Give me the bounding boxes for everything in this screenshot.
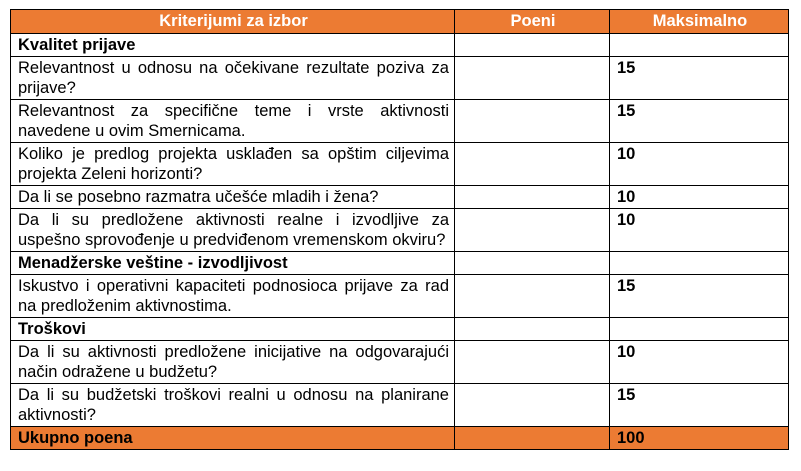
header-maximum: Maksimalno — [610, 10, 789, 34]
table-row — [11, 384, 789, 427]
points-cell — [455, 252, 610, 275]
section-row — [11, 318, 789, 341]
criterion-text: Iskustvo i operativni kapaciteti podnosioca prijave za rad na predloženim aktivnostima. — [11, 275, 455, 318]
table-row — [11, 186, 789, 209]
table-row — [11, 143, 789, 186]
max-points: 15 — [610, 100, 789, 143]
total-row — [11, 427, 789, 450]
table-row — [11, 209, 789, 252]
points-cell — [455, 143, 610, 186]
max-cell — [610, 252, 789, 275]
table-row — [11, 341, 789, 384]
points-cell — [455, 318, 610, 341]
max-points: 10 — [610, 143, 789, 186]
points-cell — [455, 100, 610, 143]
max-points: 10 — [610, 186, 789, 209]
max-points: 15 — [610, 275, 789, 318]
points-cell — [455, 275, 610, 318]
points-cell — [455, 34, 610, 57]
header-row — [11, 10, 789, 34]
max-cell — [610, 318, 789, 341]
points-cell — [455, 384, 610, 427]
section-title: Troškovi — [11, 318, 455, 341]
table-footer — [11, 427, 789, 450]
criterion-text: Da li su aktivnosti predložene inicijative na odgovarajući način odražene u budžetu? — [11, 341, 455, 384]
table-header — [11, 10, 789, 34]
header-criteria: Kriterijumi za izbor — [11, 10, 455, 34]
points-cell — [455, 57, 610, 100]
section-title: Kvalitet prijave — [11, 34, 455, 57]
table-body — [11, 34, 789, 427]
points-cell — [455, 341, 610, 384]
criterion-text: Relevantnost u odnosu na očekivane rezultate poziva za prijave? — [11, 57, 455, 100]
section-row — [11, 34, 789, 57]
section-title: Menadžerske veštine - izvodljivost — [11, 252, 455, 275]
total-max: 100 — [610, 427, 789, 450]
table-row — [11, 57, 789, 100]
header-points: Poeni — [455, 10, 610, 34]
points-cell — [455, 186, 610, 209]
max-cell — [610, 34, 789, 57]
criterion-text: Da li se posebno razmatra učešće mladih i žena? — [11, 186, 455, 209]
max-points: 10 — [610, 209, 789, 252]
max-points: 10 — [610, 341, 789, 384]
criterion-text: Relevantnost za specifične teme i vrste aktivnosti navedene u ovim Smernicama. — [11, 100, 455, 143]
criterion-text: Da li su predložene aktivnosti realne i izvodljive za uspešno sprovođenje u predviđenom vremenskom okviru? — [11, 209, 455, 252]
section-row — [11, 252, 789, 275]
criterion-text: Koliko je predlog projekta usklađen sa opštim ciljevima projekta Zeleni horizonti? — [11, 143, 455, 186]
total-points — [455, 427, 610, 450]
points-cell — [455, 209, 610, 252]
criterion-text: Da li su budžetski troškovi realni u odnosu na planirane aktivnosti? — [11, 384, 455, 427]
table-row — [11, 100, 789, 143]
max-points: 15 — [610, 384, 789, 427]
total-label: Ukupno poena — [11, 427, 455, 450]
table-row — [11, 275, 789, 318]
max-points: 15 — [610, 57, 789, 100]
selection-criteria-table — [10, 9, 789, 450]
